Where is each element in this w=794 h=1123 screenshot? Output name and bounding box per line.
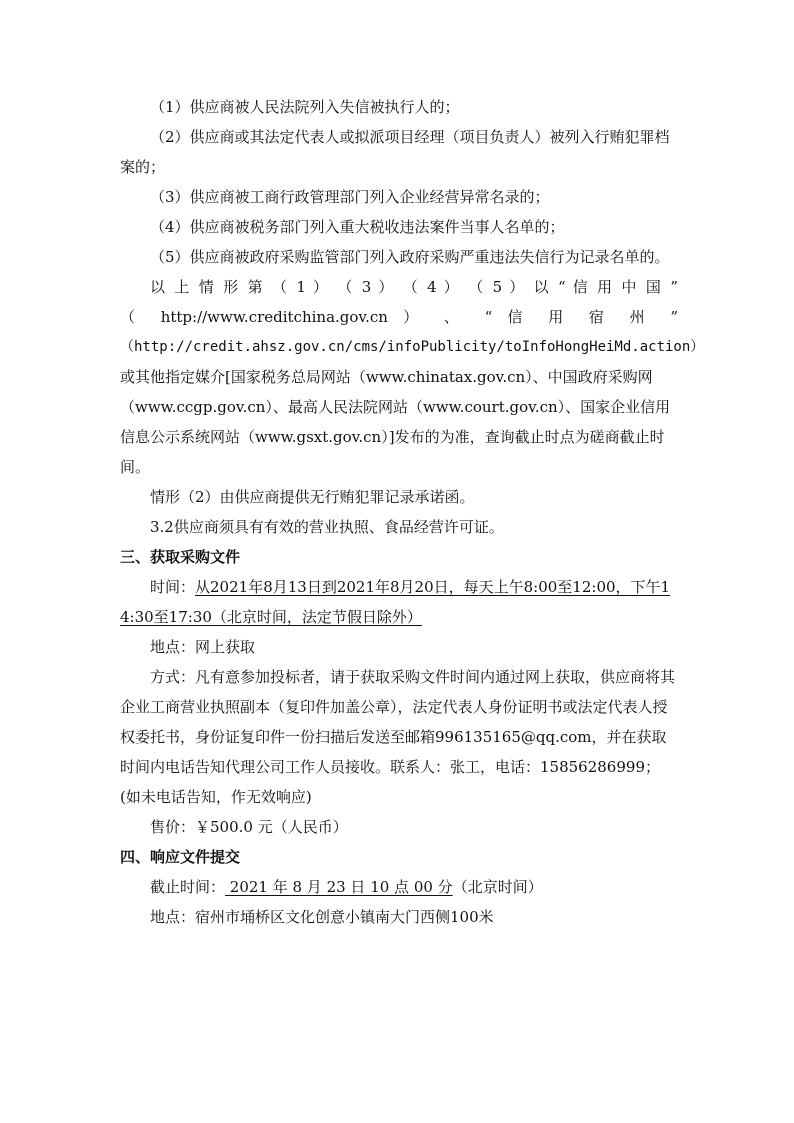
document-price: 售价：￥500.0 元（人民币） <box>150 818 348 836</box>
deadline-value: 2021 年 8 月 23 日 10 点 00 分 <box>225 878 453 896</box>
acquire-method: 方式：凡有意参加投标者，请于获取采购文件时间内通过网上获取，供应商将其企业工商营业执照副本（复印件加盖公章），法定代表人身份证明书或法定代表人授权委托书，身份证复印件一份扫描后发送至邮箱996135165@qq.com，并在获取时间内电话告知代理公司工作人员接收。联系人：张工，电话：15856286999；(如未电话告知，作无效响应) <box>120 668 676 806</box>
condition-item-2: （2）供应商或其法定代表人或拟派项目经理（项目负责人）被列入行贿犯罪档案的； <box>120 128 670 176</box>
credit-source-line-2: （ http://www.creditchina.gov.cn ） 、 “ 信 用 宿 州 ” <box>120 308 678 326</box>
deadline-label: 截止时间： <box>150 878 226 896</box>
submission-deadline <box>120 872 678 902</box>
acquire-time <box>120 572 678 632</box>
acquire-time-value: 从2021年8月13日到2021年8月20日，每天上午8:00至12:00，下午14:30至17:30（北京时间，法定节假日除外） <box>120 578 671 626</box>
condition-item-1: （1）供应商被人民法院列入失信被执行人的； <box>150 98 460 116</box>
credit-source-line-3: （http://credit.ahsz.gov.cn/cms/infoPublicity/toInfoHongHeiMd.action） <box>120 339 705 355</box>
credit-source-line-1: 以 上 情 形 第 （ 1 ） （ 3 ） （ 4 ） （ 5 ） 以 “ 信 用 中 国 ” <box>150 278 678 296</box>
credit-source-rest: 或其他指定媒介[国家税务总局网站（www.chinatax.gov.cn）、中国政府采购网（www.ccgp.gov.cn）、最高人民法院网站（www.court.gov.cn）、国家企业信用信息公示系统网站（www.gsxt.gov.cn）]发布的为准，查询截止时点为磋商截止时间。 <box>120 368 671 476</box>
document-page <box>120 92 705 932</box>
section-3-heading: 三、获取采购文件 <box>120 548 241 566</box>
condition-item-4: （4）供应商被税务部门列入重大税收违法案件当事人名单的； <box>150 218 565 236</box>
acquire-location: 地点：网上获取 <box>150 638 256 656</box>
section-4-heading: 四、响应文件提交 <box>120 848 241 866</box>
acquire-time-label: 时间： <box>150 578 196 596</box>
deadline-suffix: （北京时间） <box>452 878 543 896</box>
condition-item-3: （3）供应商被工商行政管理部门列入企业经营异常名录的； <box>150 188 550 206</box>
submission-location: 地点：宿州市埇桥区文化创意小镇南大门西侧100米 <box>150 908 494 926</box>
condition-2-note: 情形（2）由供应商提供无行贿犯罪记录承诺函。 <box>150 488 475 506</box>
license-requirement: 3.2供应商须具有有效的营业执照、食品经营许可证。 <box>150 518 504 536</box>
condition-item-5: （5）供应商被政府采购监管部门列入政府采购严重违法失信行为记录名单的。 <box>150 248 670 266</box>
